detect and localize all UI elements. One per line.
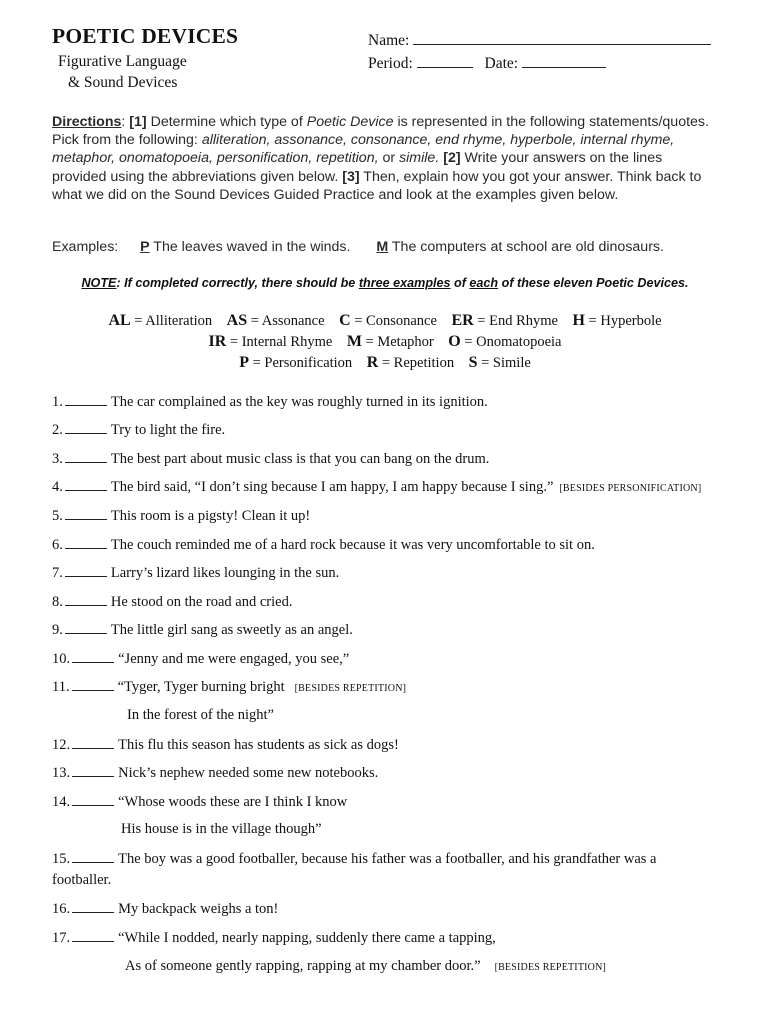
legend-name-s: = Simile	[481, 355, 531, 371]
question-13	[52, 764, 378, 782]
note-of: of	[454, 276, 466, 290]
legend-code-er: ER	[451, 312, 474, 329]
question-15	[52, 850, 657, 868]
question-number: 4.	[52, 479, 63, 495]
question-number: 17.	[52, 930, 71, 946]
examples-label: Examples:	[52, 239, 119, 255]
legend-code-m: M	[346, 333, 362, 350]
note-line	[0, 276, 770, 290]
legend-code-r: R	[366, 354, 379, 371]
example-2-code: M	[376, 239, 389, 255]
question-16	[52, 900, 278, 918]
question-7	[52, 564, 339, 582]
question-9	[52, 621, 353, 639]
legend-name-er: = End Rhyme	[477, 313, 558, 329]
question-5	[52, 507, 310, 525]
question-8	[52, 593, 292, 611]
note-text-2: of these eleven Poetic Devices.	[501, 276, 689, 290]
answer-blank[interactable]	[65, 564, 107, 577]
question-14-continuation: His house is in the village though”	[121, 821, 322, 837]
answer-blank[interactable]	[72, 850, 114, 863]
answer-blank[interactable]	[72, 900, 114, 913]
directions-text-1: Determine which type of	[150, 114, 303, 130]
question-number: 11.	[52, 679, 70, 695]
question-number: 16.	[52, 901, 71, 917]
question-text: The bird said, “I don’t sing because I am happy, I am happy because I sing.”	[110, 479, 554, 495]
period-date-row	[368, 53, 606, 73]
answer-blank[interactable]	[65, 393, 107, 406]
question-3	[52, 450, 489, 468]
note-three-examples: three examples	[358, 276, 451, 290]
example-1-text: The leaves waved in the winds.	[153, 239, 351, 255]
answer-blank[interactable]	[65, 593, 107, 606]
page-title: POETIC DEVICES	[52, 24, 239, 48]
directions-or: or	[382, 150, 396, 167]
question-14	[52, 793, 347, 811]
name-row	[368, 30, 711, 50]
legend-name-ir: = Internal Rhyme	[229, 334, 333, 350]
question-10	[52, 650, 349, 668]
legend-row-1	[0, 312, 770, 330]
question-number: 7.	[52, 565, 63, 581]
legend-code-p: P	[239, 354, 249, 371]
directions-poetic-device: Poetic Device	[306, 114, 394, 130]
directions-simile: simile.	[399, 150, 440, 167]
legend-code-s: S	[468, 354, 478, 371]
question-number: 13.	[52, 765, 71, 781]
question-note: [BESIDES PERSONIFICATION]	[559, 483, 702, 494]
answer-blank[interactable]	[65, 478, 107, 491]
question-text: The boy was a good footballer, because his father was a footballer, and his grandfather was a	[118, 851, 657, 867]
question-text: “While I nodded, nearly napping, suddenly there came a tapping,	[118, 930, 496, 946]
step-1-marker: [1]	[129, 114, 147, 130]
question-text: The little girl sang as sweetly as an angel.	[110, 622, 353, 638]
question-text: He stood on the road and cried.	[110, 594, 293, 610]
question-text: My backpack weighs a ton!	[118, 901, 279, 917]
answer-blank[interactable]	[65, 536, 107, 549]
question-11	[52, 678, 406, 696]
question-text: Try to light the fire.	[110, 422, 226, 438]
continuation-text: As of someone gently rapping, rapping at my chamber door.”	[125, 958, 481, 974]
legend-name-h: = Hyperbole	[588, 313, 662, 329]
question-number: 14.	[52, 794, 71, 810]
date-label: Date:	[484, 55, 519, 72]
question-text: “Whose woods these are I think I know	[118, 794, 348, 810]
examples-row	[52, 239, 664, 255]
question-15-continuation: footballer.	[52, 872, 112, 888]
question-6	[52, 536, 595, 554]
question-number: 15.	[52, 851, 71, 867]
question-text: “Jenny and me were engaged, you see,”	[118, 651, 350, 667]
question-number: 6.	[52, 537, 63, 553]
question-text: “Tyger, Tyger burning bright	[117, 679, 285, 695]
answer-blank[interactable]	[72, 764, 114, 777]
directions-device-list: alliteration, assonance, consonance, end rhyme, hyperbole, internal rhyme, metaphor, onomatopoeia, personification, repetition,	[52, 132, 675, 167]
question-note: [BESIDES REPETITION]	[494, 962, 607, 973]
question-number: 2.	[52, 422, 63, 438]
legend-row-2	[0, 333, 770, 351]
legend-code-ir: IR	[208, 333, 227, 350]
name-field-line[interactable]	[413, 30, 711, 45]
example-2-text: The computers at school are old dinosaurs.	[391, 239, 664, 255]
legend-name-as: = Assonance	[250, 313, 325, 329]
answer-blank[interactable]	[65, 621, 107, 634]
directions-paragraph: Directions: [1] Determine which type of Poetic Device is represented in the following statements/quotes. Pick from the following: alliteration, assonance, consonance, end rhyme, hyperbole, internal rhyme, metaphor, onomatopoeia, personification, repetition, or simile. [2] Write your answers on the lines provided using the abbreviations given below. [3] Then, explain how you got your answer. Think back to what we did on the Sound Devices Guided Practice and look at the examples given below.	[52, 114, 709, 203]
question-text: The car complained as the key was roughly turned in its ignition.	[110, 394, 488, 410]
question-number: 10.	[52, 651, 71, 667]
question-4	[52, 478, 701, 496]
directions-label: Directions	[52, 114, 122, 130]
date-field-line[interactable]	[522, 53, 606, 68]
legend-code-as: AS	[226, 312, 248, 329]
question-text: Nick’s nephew needed some new notebooks.	[118, 765, 379, 781]
legend-name-p: = Personification	[252, 355, 353, 371]
question-number: 5.	[52, 508, 63, 524]
step-2-marker: [2]	[443, 150, 461, 167]
question-number: 8.	[52, 594, 63, 610]
directions-text-2: is represented in the following statements/quotes. Pick from the following:	[52, 114, 709, 149]
question-text: The couch reminded me of a hard rock because it was very uncomfortable to sit on.	[110, 537, 595, 553]
legend-code-al: AL	[108, 312, 131, 329]
question-17-continuation	[125, 958, 606, 975]
question-11-continuation: In the forest of the night”	[127, 707, 274, 723]
legend-name-c: = Consonance	[354, 313, 437, 329]
legend-name-r: = Repetition	[381, 355, 455, 371]
note-each: each	[469, 276, 499, 290]
question-17	[52, 929, 496, 947]
legend-row-3	[0, 354, 770, 372]
question-2	[52, 421, 225, 439]
question-text: The best part about music class is that you can bang on the drum.	[110, 451, 490, 467]
name-label: Name:	[368, 32, 410, 49]
question-12	[52, 736, 399, 754]
subtitle-line-1: Figurative Language	[58, 53, 187, 70]
legend-code-c: C	[339, 312, 351, 329]
directions-text-4: Then, explain how you got your answer. Think back to what we did on the Sound Devices Guided Practice and look at the examples given below.	[52, 168, 702, 203]
answer-blank[interactable]	[65, 421, 107, 434]
note-text-1: : If completed correctly, there should be	[116, 276, 356, 290]
subtitle-line-2: & Sound Devices	[68, 74, 178, 91]
answer-blank[interactable]	[72, 678, 114, 691]
legend-name-al: = Alliteration	[134, 313, 213, 329]
answer-blank[interactable]	[65, 507, 107, 520]
directions-text-3: Write your answers on the lines provided using the abbreviations given below.	[52, 150, 663, 185]
step-3-marker: [3]	[342, 168, 360, 185]
question-text: Larry’s lizard likes lounging in the sun.	[110, 565, 340, 581]
question-number: 3.	[52, 451, 63, 467]
example-1-code: P	[140, 239, 150, 255]
answer-blank[interactable]	[65, 450, 107, 463]
period-field-line[interactable]	[417, 53, 473, 68]
question-text: This room is a pigsty! Clean it up!	[110, 508, 311, 524]
legend-code-h: H	[572, 312, 585, 329]
legend-name-o: = Onomatopoeia	[464, 334, 562, 350]
question-number: 12.	[52, 737, 71, 753]
note-label: NOTE	[81, 276, 117, 290]
question-number: 9.	[52, 622, 63, 638]
period-label: Period:	[368, 55, 413, 72]
answer-blank[interactable]	[72, 736, 114, 749]
legend-code-o: O	[448, 333, 461, 350]
question-note: [BESIDES REPETITION]	[294, 683, 407, 694]
answer-blank[interactable]	[72, 929, 114, 942]
question-number: 1.	[52, 394, 63, 410]
legend-name-m: = Metaphor	[365, 334, 434, 350]
question-text: This flu this season has students as sick as dogs!	[118, 737, 399, 753]
question-1	[52, 393, 488, 411]
answer-blank[interactable]	[72, 793, 114, 806]
answer-blank[interactable]	[72, 650, 114, 663]
